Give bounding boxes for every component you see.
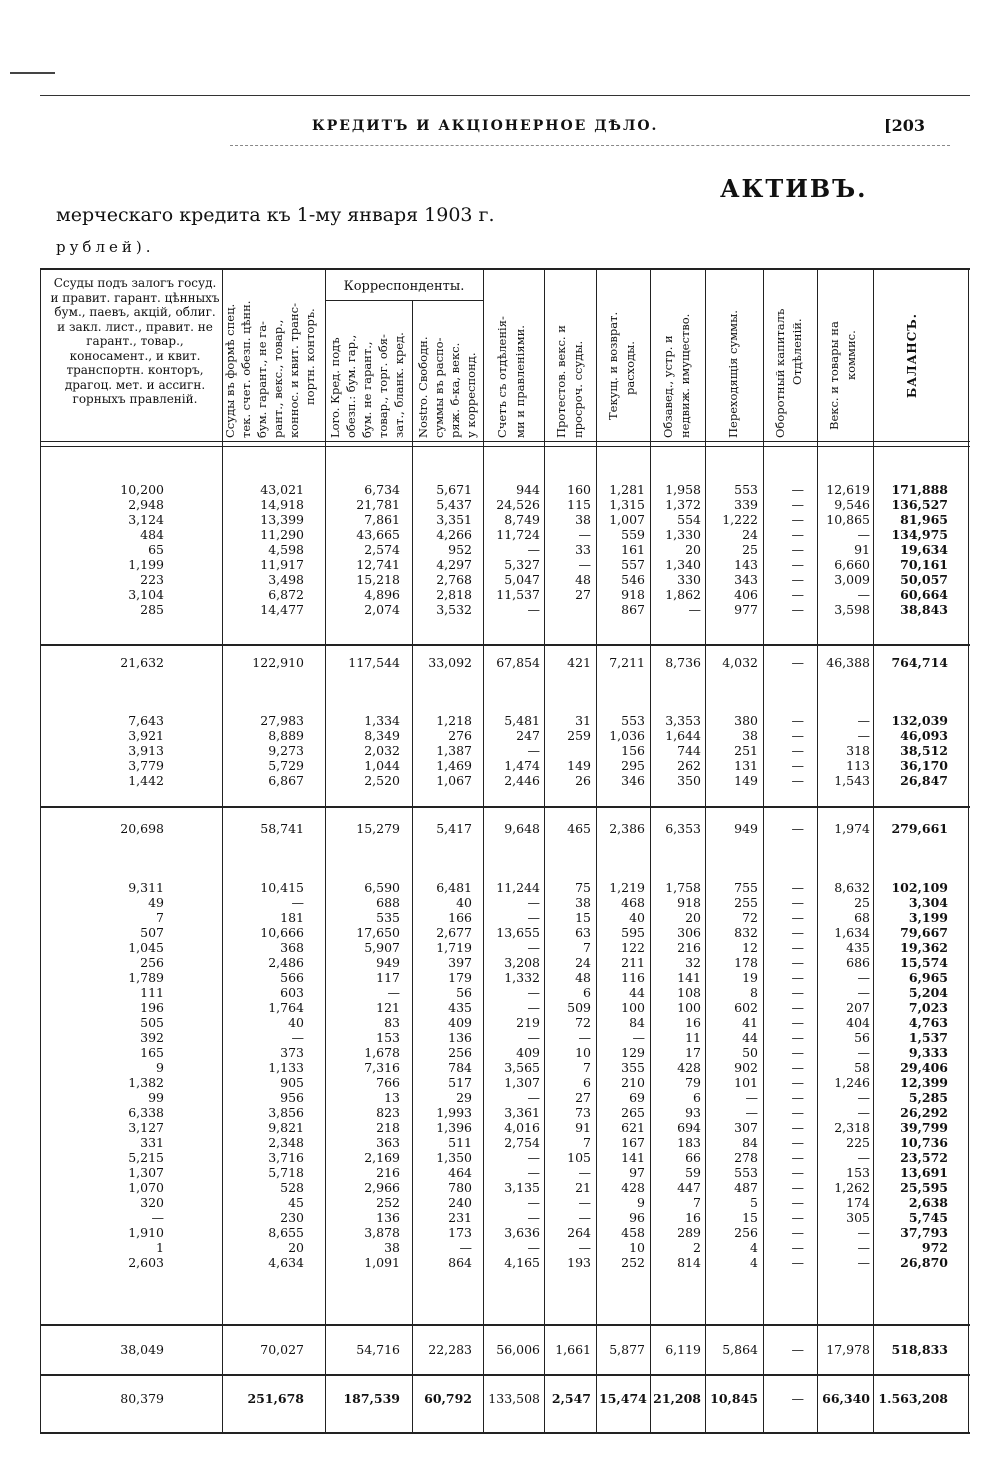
group1-col5: 944 24,526 8,749 11,724 — 5,327 5,047 11,537 —	[496, 482, 540, 617]
group2-col5: 5,481 247 — 1,474 2,446	[504, 713, 540, 788]
group3-col10: — — — — — — — — — — — — — — — — — — — — — — — — — —	[791, 880, 804, 1270]
col-header-balans: БАЛАНСЪ.	[905, 313, 919, 398]
grand-total-c1: 80,379	[120, 1391, 164, 1406]
col-header-perekhod: Переходящія суммы.	[726, 310, 740, 438]
col-header-tekushch: Текущ. и возврат.	[606, 311, 620, 420]
group1-col8: 1,958 1,372 554 1,330 20 1,340 330 1,862 —	[665, 482, 701, 617]
col-header-loro: Loro. Кред. подъ	[328, 337, 342, 438]
group3-col8: 1,758 918 20 306 216 32 141 108 100 16 11 17 428 79 6 93 694 183 66 59 447 7 16 289 2 814	[665, 880, 701, 1270]
top-rule	[40, 95, 970, 96]
col-rule	[817, 268, 818, 1433]
col-rule	[412, 300, 413, 1433]
col-header-protest: Протестов. векс. и	[554, 325, 568, 438]
col-header-obzaved: Обзавед., устр. и	[661, 335, 675, 438]
col-rule	[763, 268, 764, 1433]
col-rule	[705, 268, 706, 1433]
col-header-veks-tovary: Векс. и товары на	[827, 321, 841, 430]
header-bottom-rule	[40, 441, 970, 442]
total3-c12: 518,833	[891, 1342, 948, 1357]
total3-c10: —	[791, 1342, 804, 1357]
group1-col11: 12,619 9,546 10,865 — 91 6,660 3,009 — 3,598	[826, 482, 870, 617]
table-top-rule	[40, 268, 970, 270]
section-title: АКТИВЪ.	[720, 174, 868, 203]
running-header: КРЕДИТЪ И АКЦІОНЕРНОЕ ДѢЛО.	[312, 118, 659, 134]
col-header-loro-5: зат., бланк. кред.	[392, 332, 406, 438]
total1-c11: 46,388	[826, 655, 870, 670]
group2-total-rule	[40, 806, 970, 808]
grand-total-c8: 21,208	[653, 1391, 701, 1406]
grand-total-c10: —	[791, 1391, 804, 1406]
total1-c5: 67,854	[496, 655, 540, 670]
group3-col6: 75 38 15 63 7 24 48 6 509 72 — 10 7 6 27 73 91 7 105 — 21 — — 264 — 193	[567, 880, 591, 1270]
total2-c3: 15,279	[356, 821, 400, 836]
table-bottom-rule	[40, 1432, 970, 1434]
total2-c10: —	[791, 821, 804, 836]
col-rule	[483, 268, 484, 1433]
col-rule	[650, 268, 651, 1433]
group2-col3: 1,334 8,349 2,032 1,044 2,520	[364, 713, 400, 788]
total1-c8: 8,736	[665, 655, 701, 670]
col-header-nostro: Nostro. Свободн.	[416, 336, 430, 438]
grand-total-c7: 15,474	[599, 1391, 647, 1406]
margin-mark	[10, 72, 55, 74]
total1-c10: —	[791, 655, 804, 670]
unit-note: рублей).	[56, 238, 155, 256]
total1-c1: 21,632	[120, 655, 164, 670]
col-header-oborotny: Оборотный капиталъ	[773, 308, 787, 438]
group1-total-rule	[40, 644, 970, 646]
col-header-otdeleniya: Счетъ съ отдѣленія-	[495, 316, 509, 438]
col-header-obzaved-2: недвиж. имущество.	[678, 313, 692, 438]
korr-rule	[325, 300, 483, 301]
total2-c9: 949	[734, 821, 758, 836]
col-rule	[222, 268, 223, 1433]
group2-col2: 27,983 8,889 9,273 5,729 6,867	[260, 713, 304, 788]
group3-col9: 755 255 72 832 12 178 19 8 602 41 44 50 902 101 — — 307 84 278 553 487 5 15 256 4 4	[734, 880, 758, 1270]
total3-c9: 5,864	[722, 1342, 758, 1357]
grand-total-rule	[40, 1374, 970, 1376]
total1-c6: 421	[567, 655, 591, 670]
grand-total-c6: 2,547	[551, 1391, 591, 1406]
total3-c8: 6,119	[665, 1342, 701, 1357]
col-header-nostro-2: суммы въ распо-	[432, 337, 446, 438]
col-header-protest-2: просроч. ссуды.	[571, 340, 585, 438]
col-header-spec-tek-schet-6: портн. конторъ.	[303, 308, 317, 405]
total2-c11: 1,974	[834, 821, 870, 836]
col-header-nostro-4: у корреспонд.	[464, 352, 478, 438]
col-rule	[40, 268, 41, 1433]
group3-col4: 6,481 40 166 2,677 1,719 397 179 56 435 409 136 256 784 517 29 1,993 1,396 511 1,350 464 780 240 231 173 — 864	[436, 880, 472, 1270]
total1-c12: 764,714	[891, 655, 948, 670]
grand-total-c2: 251,678	[247, 1391, 304, 1406]
col-header-nostro-3: ряж. б-ка, векс.	[448, 342, 462, 438]
group3-col11: 8,632 25 68 1,634 435 686 — — 207 404 56 — 58 1,246 — — 2,318 225 — 153 1,262 174 305 — — —	[834, 880, 870, 1270]
total3-c6: 1,661	[555, 1342, 591, 1357]
total1-c2: 122,910	[252, 655, 304, 670]
total2-c8: 6,353	[665, 821, 701, 836]
group2-col12: 132,039 46,093 38,512 36,170 26,847	[891, 713, 948, 788]
col-rule	[596, 268, 597, 1433]
group3-col3: 6,590 688 535 17,650 5,907 949 117 — 121 83 153 1,678 7,316 766 13 823 218 363 2,169 216 2,966 252 136 3,878 38 1,091	[356, 880, 400, 1270]
group1-col1: 10,200 2,948 3,124 484 65 1,199 223 3,104 285	[120, 482, 164, 617]
total3-c3: 54,716	[356, 1342, 400, 1357]
total3-c4: 22,283	[428, 1342, 472, 1357]
total1-c7: 7,211	[609, 655, 645, 670]
col-rule	[544, 268, 545, 1433]
grand-total-c12: 1.563,208	[878, 1391, 948, 1406]
col-header-spec-tek-schet-5: коннос. и квит. транс-	[287, 302, 301, 438]
group2-col4: 1,218 276 1,387 1,469 1,067	[436, 713, 472, 788]
group3-col5: 11,244 — — 13,655 — 3,208 1,332 — — 219 — 409 3,565 1,307 — 3,361 4,016 2,754 — — 3,135 — — 3,636 — 4,165	[496, 880, 540, 1270]
grand-total-c9: 10,845	[710, 1391, 758, 1406]
group1-col3: 6,734 21,781 7,861 43,665 2,574 12,741 15,218 4,896 2,074	[356, 482, 400, 617]
col-rule	[968, 268, 969, 1433]
group2-col8: 3,353 1,644 744 262 350	[665, 713, 701, 788]
grand-total-c5: 133,508	[488, 1391, 540, 1406]
col-header-spec-tek-schet-2: тек. счет. обезп. цѣнн.	[239, 300, 253, 438]
grand-total-c4: 60,792	[424, 1391, 472, 1406]
korrespondenty-header: Корреспонденты.	[343, 279, 465, 294]
total3-c7: 5,877	[609, 1342, 645, 1357]
col-header-loro-3: бум. не гарант.,	[360, 341, 374, 438]
col-header-oborotny-2: Отдѣленій.	[790, 318, 804, 385]
col-header-spec-tek-schet-3: бум. гарант., не га-	[255, 321, 269, 438]
group1-col10: — — — — — — — — —	[791, 482, 804, 617]
group1-col12: 171,888 136,527 81,965 134,975 19,634 70,161 50,057 60,664 38,843	[891, 482, 948, 617]
col-header-spec-tek-schet: Ссуды въ формѣ спец.	[223, 303, 237, 438]
total2-c7: 2,386	[609, 821, 645, 836]
total1-c3: 117,544	[348, 655, 400, 670]
group3-col12: 102,109 3,304 3,199 79,667 19,362 15,574 6,965 5,204 7,023 4,763 1,537 9,333 29,406 12,399 5,285 26,292 39,799 10,736 23,572 13,691 25,595 2,638 5,745 37,793 972 26,870	[891, 880, 948, 1270]
group2-col1: 7,643 3,921 3,913 3,779 1,442	[128, 713, 164, 788]
col-header-ssudy: Ссуды подъ залогъ госуд. и правит. гарант. цѣнныхъ бум., паевъ, акцій, облиг. и закл. лист., правит. не гарант., товар., коносамент., и квит. транспортн. конторъ, драгоц. мет. и ассигн. горныхъ правленій.	[50, 276, 220, 406]
col-rule	[325, 268, 326, 1433]
group3-total-rule	[40, 1324, 970, 1326]
group2-col9: 380 38 251 131 149	[734, 713, 758, 788]
total2-c1: 20,698	[120, 821, 164, 836]
table-subtitle: мерческаго кредита къ 1-му января 1903 г.	[56, 204, 495, 226]
total2-c5: 9,648	[504, 821, 540, 836]
total2-c2: 58,741	[260, 821, 304, 836]
total2-c4: 5,417	[436, 821, 472, 836]
grand-total-c3: 187,539	[343, 1391, 400, 1406]
col-header-spec-tek-schet-4: рант., векс., товар.,	[271, 319, 285, 438]
group2-col7: 553 1,036 156 295 346	[609, 713, 645, 788]
total3-c11: 17,978	[826, 1342, 870, 1357]
group1-col6: 160 115 38 — 33 — 48 27	[567, 482, 591, 602]
col-header-loro-2: обезп.: бум. гар.,	[344, 334, 358, 438]
group2-col10: — — — — —	[791, 713, 804, 788]
total3-c2: 70,027	[260, 1342, 304, 1357]
group1-col4: 5,671 5,437 3,351 4,266 952 4,297 2,768 2,818 3,532	[436, 482, 472, 617]
total1-c9: 4,032	[722, 655, 758, 670]
total3-c1: 38,049	[120, 1342, 164, 1357]
group1-col7: 1,281 1,315 1,007 559 161 557 546 918 867	[609, 482, 645, 617]
col-rule	[873, 268, 874, 1433]
group2-col11: — — 318 113 1,543	[834, 713, 870, 788]
group1-col2: 43,021 14,918 13,399 11,290 4,598 11,917 3,498 6,872 14,477	[260, 482, 304, 617]
total2-c6: 465	[567, 821, 591, 836]
grand-total-c11: 66,340	[822, 1391, 870, 1406]
header-dash-rule	[230, 145, 950, 146]
total2-c12: 279,661	[891, 821, 948, 836]
group1-col9: 553 339 1,222 24 25 143 343 406 977	[722, 482, 758, 617]
col-header-otdeleniya-2: ми и правленіями.	[513, 325, 527, 438]
header-bottom-rule-2	[40, 446, 970, 447]
total1-c4: 33,092	[428, 655, 472, 670]
total3-c5: 56,006	[496, 1342, 540, 1357]
page-number: [203	[884, 116, 925, 135]
group3-col2: 10,415 — 181 10,666 368 2,486 566 603 1,764 40 — 373 1,133 905 956 3,856 9,821 2,348 3,716 5,718 528 45 230 8,655 20 4,634	[260, 880, 304, 1270]
col-header-loro-4: товар., торг. обя-	[376, 334, 390, 438]
group3-col7: 1,219 468 40 595 122 211 116 44 100 84 — 129 355 210 69 265 621 167 141 97 428 9 96 458 10 252	[609, 880, 645, 1270]
col-header-veks-tovary-2: коммис.	[844, 330, 858, 380]
col-header-tekushch-2: расходы.	[623, 341, 637, 395]
group3-col1: 9,311 49 7 507 1,045 256 1,789 111 196 505 392 165 9 1,382 99 6,338 3,127 331 5,215 1,307 1,070 320 — 1,910 1 2,603	[128, 880, 164, 1270]
group2-col6: 31 259 149 26	[567, 713, 591, 788]
